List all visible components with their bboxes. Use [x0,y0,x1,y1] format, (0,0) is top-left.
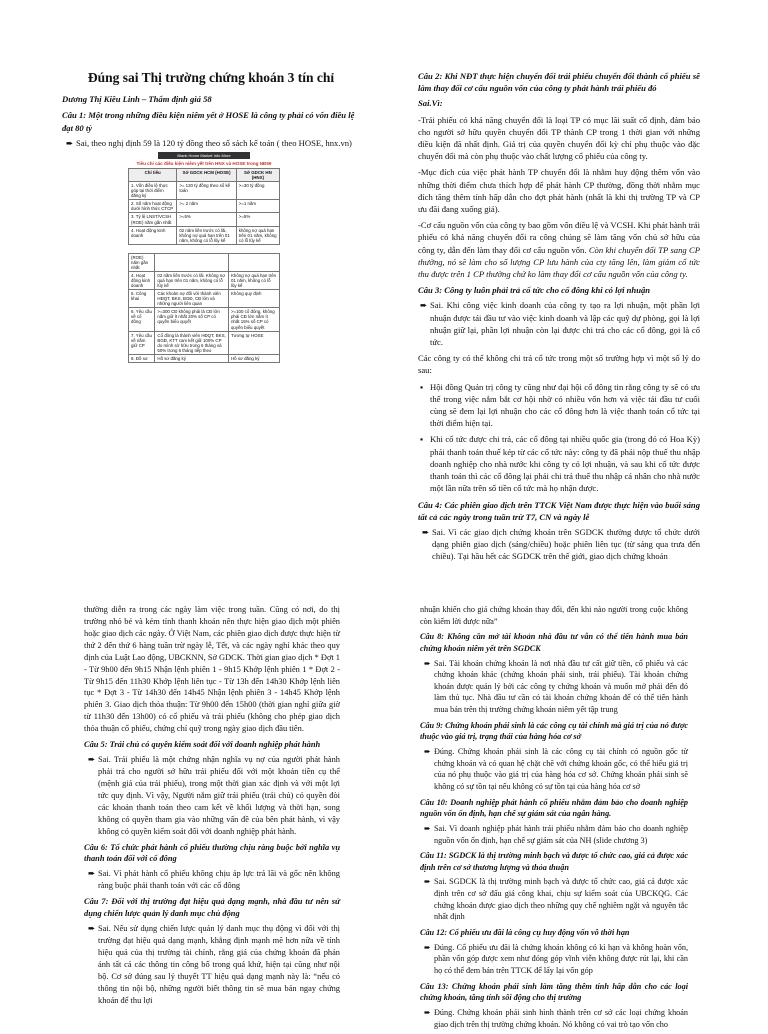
answer-3: ➨ Sai. Khi công việc kinh doanh của công ty tạo ra lợi nhuận, một phần lợi nhuận được tái đầu tư vào việc kinh doanh và lập các quỹ dự phòng, gọi là lợi nhuận giữ lại, phần lợi nhuận còn lại được chi trả cho các cổ đông, gọi là cổ tức. [420,300,700,348]
answer-6: ➨ Sai. Vì phát hành cổ phiếu không chịu áp lực trả lãi và gốc nên không ràng buộc phải thanh toán với các cổ đông [88,869,340,891]
table-cell: >=1 năm [236,200,279,213]
table-cell: >=5% [177,213,236,226]
table-cell: 4. Hoạt động kinh doanh [129,271,155,289]
table-cell: 2. Số năm hoạt động dưới hình thức CTCP [129,200,177,213]
answer-4-continued: thường diễn ra trong các ngày làm việc trong tuần. Cũng có nơi, do thị trường nhỏ bé và kém tính thanh khoản nên thực hiện giao dịch một phiên hoặc giao dịch các ngày. Ở Việt Nam, các phiên giao dịch được thực hiện từ thứ 2 đến thứ 6 hàng tuần trừ ngày lễ, Tết, và các ngày nghỉ khác theo quy định của Luật Lao động, UBCKNN, Sở GDCK. Thời gian giao dịch * Đợt 1 - Từ 9h00 đến 9h15 Nhận lệnh phiên 1 - 9h15 Khớp lệnh phiên 1 * Đợt 2 - Từ 9h15 đến 11h30 Khớp lệnh liên tục - Từ 13h đến 14h30 Khớp lệnh liên tục * Đợt 3 - Từ 14h30 đến 14h45 Nhận lệnh phiên 3 - 14h45 Khớp lệnh phiên 3. Giao dịch thỏa thuận: Từ 9h00 đến 15h00 (thời gian nghỉ giữa giờ từ 11h30 đến 13h00) có cổ phiếu và trái phiếu (không cho phép giao dịch thỏa thuận cổ phiếu, chứng chỉ quỹ trong ngày giao dịch đầu tiên. [84,605,340,734]
answer-2-paragraph: -Cơ cấu nguồn vốn của công ty bao gồm vốn điều lệ và VCSH. Khi phát hành trái phiếu có khả năng chuyển đổi ra công chúng sẽ làm tăng vốn chủ sở hữu của công ty, dẫn đến làm thay đổi cơ cấu nguồn vốn. Còn khi chuyển đổi TP sang CP thường, nó sẽ làm cho số lượng CP lưu hành của cty tăng lên, làm giảm cổ tức thu được trên 1 CP thường chứ ko làm thay đổi cơ cấu nguồn vốn của công ty. [418,220,700,280]
table-cell: >=300 CĐ không phải là CĐ lớn nắm giữ ít nhất 20% số CP có quyền biểu quyết [155,308,229,331]
question-12: Câu 12: Cổ phiếu ưu đãi là công cụ huy động vốn vô thời hạn [420,928,630,938]
square-bullet-icon: ▪ [420,434,424,445]
arrow-bullet-icon: ➨ [88,924,96,934]
table-header-cell: Sở GDCK HCM (HOSE) [177,169,236,182]
answer-3-bullet: ▪ Khi cổ tức được chi trả, các cổ đông tại nhiều quốc gia (trong đó có Hoa Kỳ) phải thanh toán thuế kép từ các cổ tức này: công ty đã phải nộp thuế thu nhập doanh nghiệp cho nhà nước khi công ty có lợi nhuận, và sau khi cổ tức được thanh toán thì các cổ đông lại phải chi trả thuế thu nhập cá nhân cho nhà nước một lần nữa trên số tiền cổ tức mà họ nhận được. [420,434,700,494]
arrow-bullet-icon: ➨ [424,658,431,668]
answer-5: ➨ Sai. Trái phiếu là một chứng nhận nghĩa vụ nợ của người phát hành phải trả cho người sở hữu trái phiếu đối với một khoản tiền cụ thể (mệnh giá của trái phiếu), trong một thời gian xác định và với một lợi tức quy định. Vì vậy, Người nắm giữ trái phiếu (trái chủ) có quyền đòi các khoản thanh toán theo cam kết về khối lượng và thời hạn, song không có quyền tham gia vào những vấn đề của bên phát hành, vì vậy không có quyền kiểm soát đối với doanh nghiệp phát hành. [88,755,340,836]
listing-conditions-table-image [128,152,280,363]
answer-7: ➨ Sai. Nếu sử dụng chiến lược quản lý danh mục thụ động vì đối với thị trường đạt hiệu quả dạng mạnh, khẳng định mạnh mẽ hơn nữa về tính hiệu quả của thị trường tài chính, rằng giá của chứng khoán đã phản ánh tất cả các thông tin công bố trong quá khứ, hiện tại cũng như nội bộ. Cơ sở đúng sau lý thuyết TT hiệu quả dạng mạnh này là: “nếu có thông tin nội bộ, những người biết thông tin sẽ mua bán ngay chứng khoán để thu lợi [88,924,340,1005]
table-cell: (ROE) năm gần nhất [129,253,155,271]
table-row [129,253,280,271]
table-caption: Tiêu chí các điều kiện niêm yết trên HNX và HOSE trong NĐ59 [136,161,272,166]
answer-12: ➨ Đúng. Cổ phiếu ưu đãi là chứng khoán không có kì hạn và không hoàn vốn, phần vốn góp được xem như đóng góp vĩnh viễn không được rút lại, khi cần họ có thể đem bán trên TTCK để lấy lại vốn góp [424,942,688,975]
question-6: Câu 6: Tổ chức phát hành cổ phiếu thường chịu ràng buộc bởi nghĩa vụ thanh toán đối với cổ đông [84,842,340,864]
table-cell: không nợ quá hạn trên 01 năm, không có lỗ lũy kế [236,226,279,244]
table-cell: >=30 tỷ đồng [236,182,279,200]
table-cell: 02 năm liền trước có lãi, không nợ quá hạn trên 01 năm, không có lỗ lũy kế [177,226,236,244]
arrow-bullet-icon: ➨ [424,1007,431,1017]
table-cell: Các khoản nợ đối với thành viên HĐQT, BKS, BGĐ, CĐ lớn và những người liên quan [155,290,229,308]
answer-7-continued: nhuận khiến cho giá chứng khoán thay đổi, đến khi nào người trong cuộc không còn kiếm lời được nữa” [420,605,688,626]
table-row [129,290,280,308]
table-row [129,182,280,200]
arrow-bullet-icon: ➨ [424,747,431,757]
table-cell: >= 120 tỷ đồng theo sổ kế toán [177,182,236,200]
answer-8: ➨ Sai. Tài khoản chứng khoán là nơi nhà đầu tư cất giữ tiền, cổ phiếu và các chứng khoán khác (chứng khoán phái sinh, trái phiếu). Tài khoản chứng khoán được quản lý bởi các công ty chứng khoán và muốn mở phải đến đó làm thủ tục. Nhà đầu tư cần có tài khoản chứng khoán để có thể tiến hành mua bán trên thị trường chứng khoán niêm yết tập trung [424,658,688,715]
arrow-bullet-icon: ➨ [88,869,96,879]
table-cell: >=5% [236,213,279,226]
author-line: Dương Thị Kiều Linh – Thẩm định giá 58 [62,94,212,105]
table-header-cell: Sở GDCK HN (HNX) [236,169,279,182]
question-7: Câu 7: Đối với thị trường đạt hiệu quả dạng mạnh, nhà đầu tư nên sử dụng chiến lược quản lý danh mục chủ động [84,897,340,919]
question-11: Câu 11: SGDCK là thị trường minh bạch và được tổ chức cao, giá cả được xác định trên cơ sở thương lượng và thỏa thuận [420,851,688,872]
question-8: Câu 8: Không cần mở tài khoản nhà đầu tư vẫn có thể tiến hành mua bán chứng khoán niêm yết trên SGDCK [420,632,688,653]
table-cell: 3. Tỷ lệ LNST/VCSH (ROE) năm gần nhất [129,213,177,226]
table-header-cell: Chỉ tiêu [129,169,177,182]
table-cell: Không nợ quá hạn trên 01 năm, không có lỗ lũy kế [228,271,279,289]
table-row [129,200,280,213]
top-right-column [418,66,700,567]
table-cell: >=100 cổ đông, không phải CĐ lớn nắm ít nhất 15% số CP có quyền biểu quyết [228,308,279,331]
table-cell [228,253,279,271]
table-cell: 1. Vốn điều lệ thực góp tại thời điểm đăng ký [129,182,177,200]
answer-13: ➨ Đúng. Chứng khoán phái sinh hình thành trên cơ sở các loại chứng khoán giao dịch trên thị trường chứng khoán. Nó không có vai trò tạo vốn cho [424,1007,688,1029]
table-row [129,213,280,226]
question-1: Câu 1: Một trong những điều kiện niêm yết ở HOSE là công ty phải có vốn điều lệ đạt 80 tỷ [62,110,355,133]
answer-2-label: Sai.Vì: [418,98,443,109]
top-left-column [62,68,360,153]
answer-11: ➨ Sai. SGDCK là thị trường minh bạch và được tổ chức cao, giá cả được xác định trên cơ sở đấu giá công khai, chịu sự kiểm soát của UBCKQG. Các chứng khoán được giao dịch theo những quy chế nghiêm ngặt và nguyên tắc nhất định [424,877,688,922]
arrow-bullet-icon: ➨ [420,300,428,311]
table-row [129,308,280,331]
question-9: Câu 9: Chứng khoán phái sinh là các công cụ tài chính mà giá trị của nó được thuộc vào giá trị, trạng thái của hàng hóa cơ sở [420,720,688,742]
question-10: Câu 10: Doanh nghiệp phát hành cổ phiếu nhằm đảm bảo cho doanh nghiệp nguồn vốn ổn định, hạn chế sự giám sát của ngân hàng. [420,797,688,819]
table-cell: Không quy định [228,290,279,308]
table-cell: 4. Hoạt động kinh doanh [129,226,177,244]
table-row [129,271,280,289]
answer-3-paragraph: Các công ty có thể không chi trả cổ tức trong một số trường hợp vì một số lý do sau: [418,353,700,376]
arrow-bullet-icon: ➨ [88,755,96,765]
table-header-row [129,169,280,182]
table-cell: 02 năm liền trước có lãi. Không nợ quá hạn trên 01 năm, không có lỗ lũy kế [155,271,229,289]
table-cell: 8. Đồ sơ [129,354,155,362]
arrow-bullet-icon: ➨ [66,137,74,148]
arrow-bullet-icon: ➨ [424,877,431,887]
arrow-bullet-icon: ➨ [422,526,430,537]
table-cell: >= 2 năm [177,200,236,213]
table-cell: Tương tự HOSE [228,331,279,354]
square-bullet-icon: ▪ [420,381,424,392]
table-cell: Hồ sơ đăng ký [155,354,229,362]
answer-4: ➨ Sai. Vì các giao dịch chứng khoán trên SGDCK thường được tổ chức dưới dạng phiên giao dịch (sáng/chiều) hoặc phiên liên tục (từ sáng qua trưa đến chiều). Tại hầu hết các SGDCK trên thế giới, giao dịch chứng khoán [422,526,700,562]
bottom-right-column [420,604,688,1034]
table-website-nav-bar: Blank Home Market Info More [158,152,249,159]
arrow-bullet-icon: ➨ [424,823,431,833]
listing-conditions-table-continued [128,253,280,363]
table-cell [155,253,229,271]
answer-3-bullet: ▪ Hội đồng Quản trị công ty cũng như đại hội cổ đông tin rằng công ty sẽ có ưu thế trong việc nắm bắt cơ hội nhờ có nhiều vốn hơn và việc tái đầu tư cuối cùng sẽ đem lại lợi nhuận cho các cổ đông hơn là việc thanh toán cổ tức tại thời điểm hiện tại. [420,381,700,429]
table-cell: 7. Yêu cầu về nắm giữ CP [129,331,155,354]
table-row [129,354,280,362]
listing-conditions-table [128,168,280,245]
document-title: Đúng sai Thị trường chứng khoán 3 tín chỉ [87,70,335,85]
question-5: Câu 5: Trái chủ có quyền kiểm soát đối với doanh nghiệp phát hành [84,740,321,750]
arrow-bullet-icon: ➨ [424,942,431,952]
answer-2-paragraph: -Trái phiếu có khả năng chuyển đổi là loại TP có mục lãi suất cố định, đảm bảo cho người sở hữu quyền chuyển đổi TP thành CP trong 1 thời gian với những điều kiện đã nhất định. Giá trị của quyền chuyển đổi kỳ chỉ phụ thuộc vào đặc chuyển đổi mà còn phụ thuộc vào chất lượng cổ phiếu của công ty. [418,114,700,162]
table-cell: 6. Yêu cầu về cổ đông [129,308,155,331]
answer-10: ➨ Sai. Vì doanh nghiệp phát hành trái phiếu nhằm đảm bảo cho doanh nghiệp nguồn vốn ổn định, hạn chế sự giám sát của NH (slide chương 3) [424,823,688,845]
question-3: Câu 3: Công ty luôn phải trả cổ tức cho cổ đông khi có lợi nhuận [418,285,651,296]
table-cell: Hồ sơ đăng ký [228,354,279,362]
table-cell: Cổ đông là thành viên HĐQT, BKS, BGĐ, KTT cam kết giữ 100% CP do mình sở hữu trong 6 tháng và 50% trong 6 tháng tiếp theo [155,331,229,354]
answer-2-paragraph: -Mục đích của việc phát hành TP chuyển đổi là nhằm huy động thêm vốn vào những thời điểm chưa thích hợp để phát hành CP thường, đồng thời nhằm mục đích tăng thêm tính hấp dẫn cho đợt phát hành (nhất là khi thị trường TP và CP ưu đãi đang xuống giá). [418,167,700,215]
question-4: Câu 4: Các phiên giao dịch trên TTCK Việt Nam được thực hiện vào buổi sáng tất cả các ngày trong tuần trừ T7, CN và ngày lễ [418,499,700,522]
table-cell: 5. Công khai [129,290,155,308]
question-13: Câu 13: Chứng khoán phái sinh làm tăng thêm tính hấp dẫn cho các loại chứng khoán, tăng tính sôi động cho thị trường [420,981,688,1003]
question-2: Câu 2: Khi NĐT thực hiện chuyển đổi trái phiếu chuyển đổi thành cổ phiếu sẽ làm thay đổi cơ cấu nguồn vốn của công ty phát hành trái phiếu đó [418,71,700,94]
bottom-left-column [84,604,340,1011]
answer-1: ➨ Sai, theo nghị định 59 là 120 tỷ đồng theo số sách kế toán ( theo HOSE, hnx.vn) [66,137,352,148]
answer-9: ➨ Đúng. Chứng khoán phái sinh là các công cụ tài chính có nguồn gốc từ chứng khoán và có quan hệ chặt chẽ với chứng khoán gốc, có thể hiểu giá trị của nó phụ thuộc vào giá trị của hàng hóa cơ sở. Chứng khoán phái sinh sẽ không có sự tồn tại nếu không có sự tồn tại của hàng hóa cơ sở [424,747,688,791]
table-row [129,331,280,354]
table-row [129,226,280,244]
